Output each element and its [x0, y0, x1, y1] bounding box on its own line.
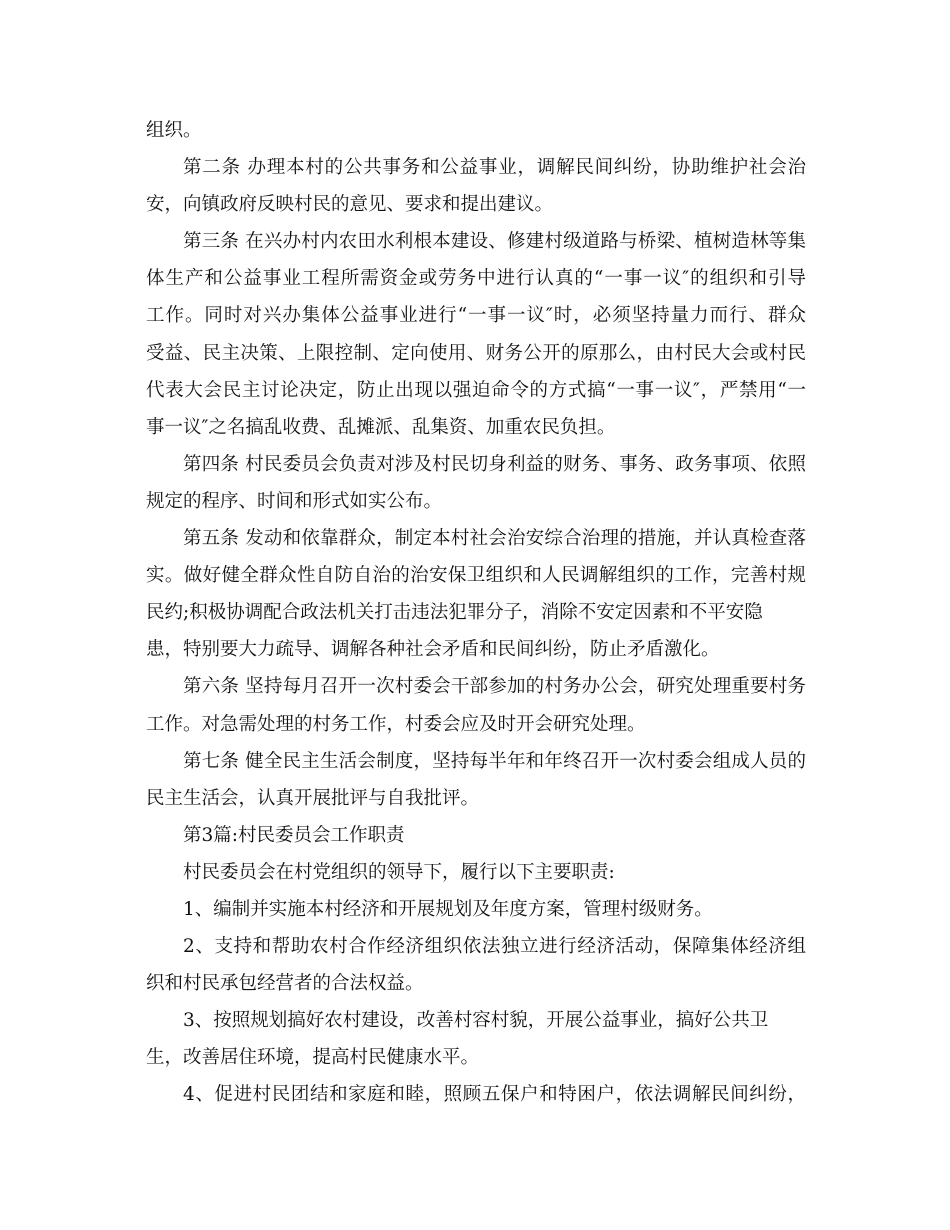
text-line: 体生产和公益事业工程所需资金或劳务中进行认真的“一事一议″的组织和引导	[146, 268, 806, 290]
text-line: 工作。对急需处理的村务工作，村委会应及时开会研究处理。	[146, 713, 646, 735]
text-line: 4、促进村民团结和家庭和睦，照顾五保户和特困户，依法调解民间纠纷，	[183, 1084, 806, 1106]
document-body	[146, 112, 806, 1114]
text-line: 1、编制并实施本村经济和开展规划及年度方案，管理村级财务。	[183, 898, 713, 920]
text-line: 第二条 办理本村的公共事务和公益事业，调解民间纠纷，协助维护社会治	[183, 157, 806, 179]
text-line: 民主生活会，认真开展批评与自我批评。	[146, 787, 480, 809]
text-line: 第五条 发动和依靠群众，制定本村社会治安综合治理的措施，并认真检查落	[183, 528, 806, 550]
text-line: 组织。	[146, 120, 202, 141]
text-line: 村民委员会在村党组织的领导下，履行以下主要职责:	[183, 861, 615, 883]
text-line: 代表大会民主讨论决定，防止出现以强迫命令的方式搞“一事一议″，严禁用“一	[146, 379, 806, 401]
text-line: 第四条 村民委员会负责对涉及村民切身利益的财务、事务、政务事项、依照	[183, 453, 806, 475]
text-line: 安，向镇政府反映村民的意见、要求和提出建议。	[146, 194, 554, 216]
section-heading: 第3篇:村民委员会工作职责	[183, 824, 405, 846]
text-line: 生，改善居住环境，提高村民健康水平。	[146, 1047, 480, 1069]
text-line: 第六条 坚持每月召开一次村委会干部参加的村务办公会，研究处理重要村务	[183, 676, 806, 698]
text-line: 第七条 健全民主生活会制度，坚持每半年和年终召开一次村委会组成人员的	[183, 750, 806, 772]
text-line: 民约;积极协调配合政法机关打击违法犯罪分子，消除不安定因素和不平安隐	[146, 602, 763, 624]
text-line: 实。做好健全群众性自防自治的治安保卫组织和人民调解组织的工作，完善村规	[146, 565, 806, 587]
text-line: 第三条 在兴办村内农田水利根本建设、修建村级道路与桥梁、植树造林等集	[183, 231, 806, 253]
text-line: 织和村民承包经营者的合法权益。	[146, 973, 424, 995]
text-line: 患，特别要大力疏导、调解各种社会矛盾和民间纠纷，防止矛盾激化。	[146, 639, 720, 661]
text-line: 工作。同时对兴办集体公益事业进行“一事一议″时，必须坚持量力而行、群众	[146, 305, 806, 327]
text-line: 3、按照规划搞好农村建设，改善村容村貌，开展公益事业，搞好公共卫	[183, 1010, 769, 1032]
text-line: 受益、民主决策、上限控制、定向使用、财务公开的原那么，由村民大会或村民	[146, 342, 806, 364]
text-line: 规定的程序、时间和形式如实公布。	[146, 490, 443, 512]
text-line: 事一议″之名搞乱收费、乱摊派、乱集资、加重农民负担。	[146, 416, 616, 438]
text-line: 2、支持和帮助农村合作经济组织依法独立进行经济活动，保障集体经济组	[183, 936, 806, 958]
